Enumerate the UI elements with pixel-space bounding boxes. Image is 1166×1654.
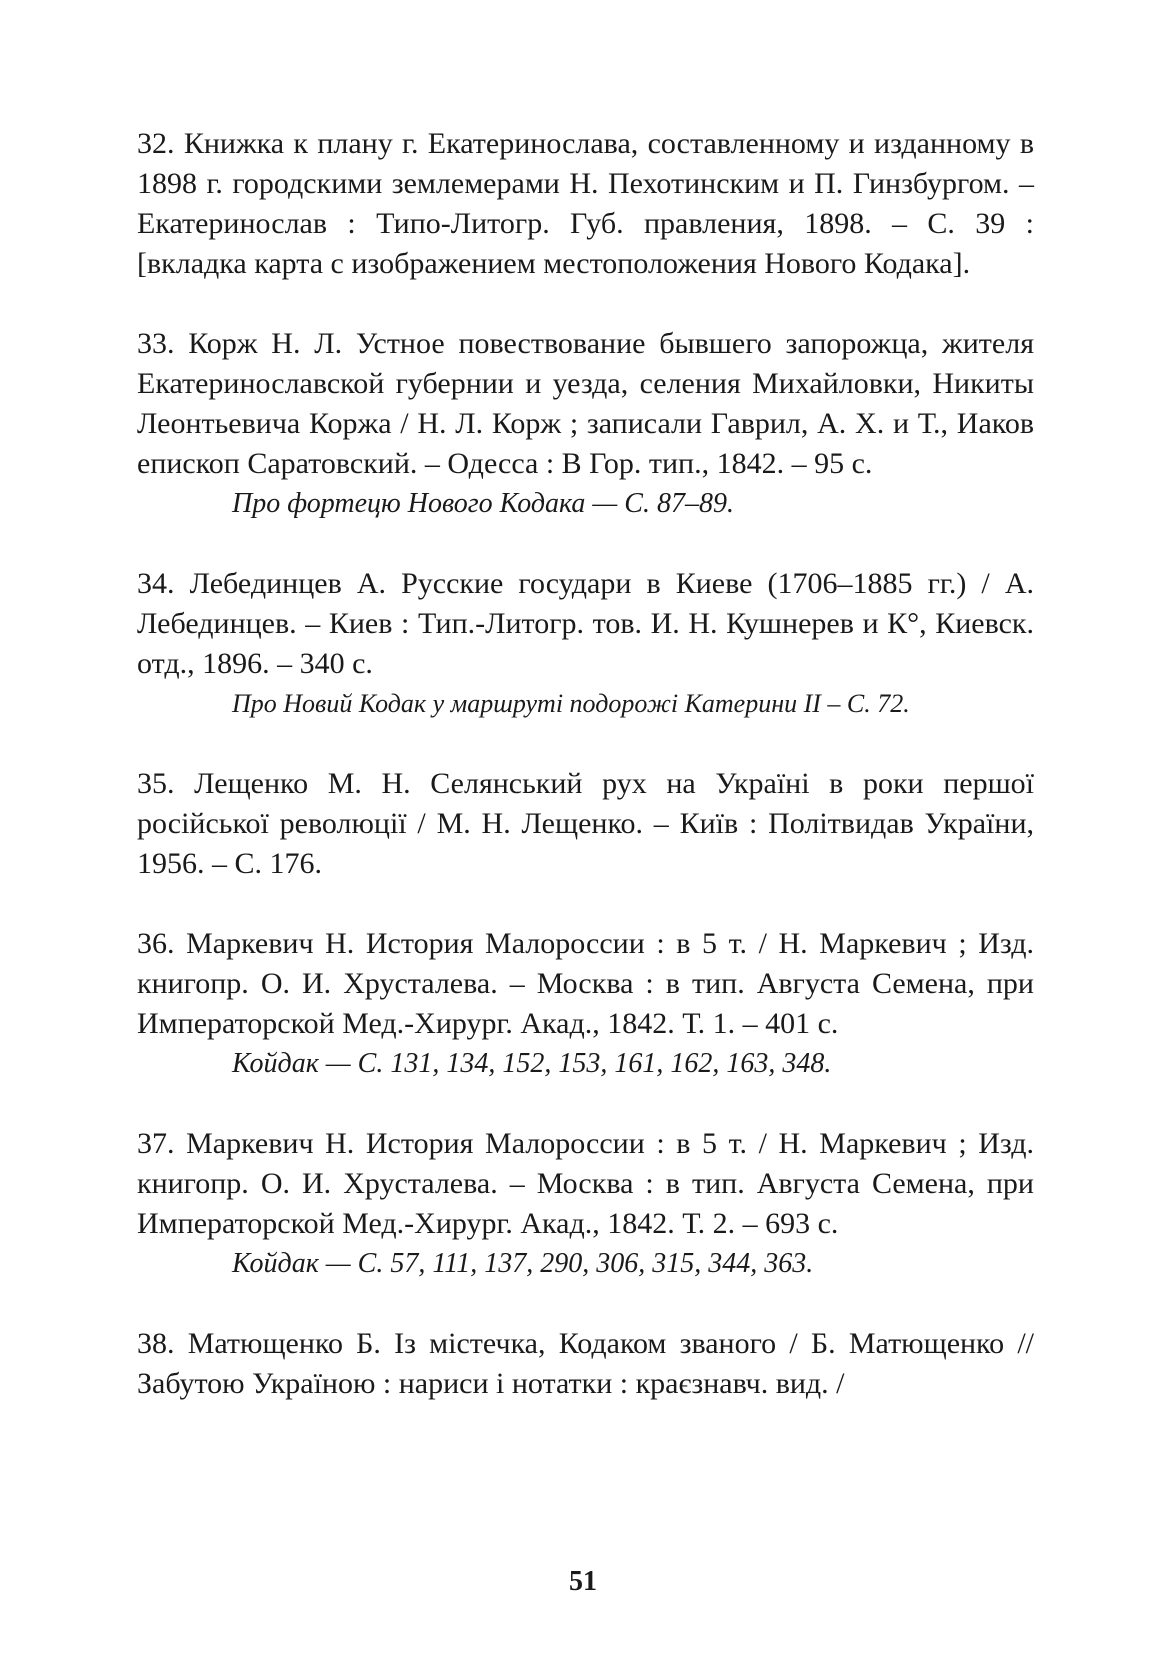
bibliography-entry-35 xyxy=(137,764,1034,884)
entry-text: 37. Маркевич Н. История Малороссии : в 5 т. / Н. Маркевич ; Изд. книгопр. О. И. Хрусталева. – Москва : в тип. Августа Семена, при Императорской Мед.-Хирург. Акад., 1842. Т. 2. – 693 с. xyxy=(137,1127,1034,1240)
bibliography-list xyxy=(137,124,1034,1444)
bibliography-entry-33 xyxy=(137,324,1034,524)
bibliography-entry-34 xyxy=(137,564,1034,724)
entry-note: Про Новий Кодак у маршруті подорожі Катерини II – С. 72. xyxy=(232,689,910,718)
entry-note: Койдак — С. 131, 134, 152, 153, 161, 162, 163, 348. xyxy=(232,1048,832,1079)
entry-note: Про фортецю Нового Кодака — С. 87–89. xyxy=(232,488,734,519)
bibliography-entry-38 xyxy=(137,1324,1034,1404)
entry-text: 32. Книжка к плану г. Екатеринослава, составленному и изданному в 1898 г. городскими землемерами Н. Пехотинским и П. Гинзбургом. – Екатеринослав : Типо-Литогр. Губ. правления, 1898. – С. 39 : [вкладка карта с изображением местоположения Нового Кодака]. xyxy=(137,127,1034,280)
entry-text: 38. Матющенко Б. Із містечка, Кодаком званого / Б. Матющенко // Забутою Україною : нариси і нотатки : краєзнавч. вид. / xyxy=(137,1327,1034,1400)
entry-note: Койдак — С. 57, 111, 137, 290, 306, 315, 344, 363. xyxy=(232,1248,814,1279)
bibliography-entry-37 xyxy=(137,1124,1034,1284)
bibliography-entry-36 xyxy=(137,924,1034,1084)
entry-text: 35. Лещенко М. Н. Селянський рух на Україні в роки першої російської революції / М. Н. Лещенко. – Київ : Політвидав України, 1956. – С. 176. xyxy=(137,767,1034,880)
entry-text: 33. Корж Н. Л. Устное повествование бывшего запорожца, жителя Екатеринославской губернии и уезда, селения Михайловки, Никиты Леонтьевича Коржа / Н. Л. Корж ; записали Гаврил, А. Х. и Т., Иаков епископ Саратовский. – Одесса : В Гор. тип., 1842. – 95 с. xyxy=(137,327,1034,480)
bibliography-entry-32 xyxy=(137,124,1034,284)
entry-text: 36. Маркевич Н. История Малороссии : в 5 т. / Н. Маркевич ; Изд. книгопр. О. И. Хрусталева. – Москва : в тип. Августа Семена, при Императорской Мед.-Хирург. Акад., 1842. Т. 1. – 401 с. xyxy=(137,927,1034,1040)
entry-text: 34. Лебединцев А. Русские государи в Киеве (1706–1885 гг.) / А. Лебединцев. – Киев : Тип.-Литогр. тов. И. Н. Кушнерев и К°, Киевск. отд., 1896. – 340 с. xyxy=(137,567,1034,680)
page-number: 51 xyxy=(569,1566,597,1597)
